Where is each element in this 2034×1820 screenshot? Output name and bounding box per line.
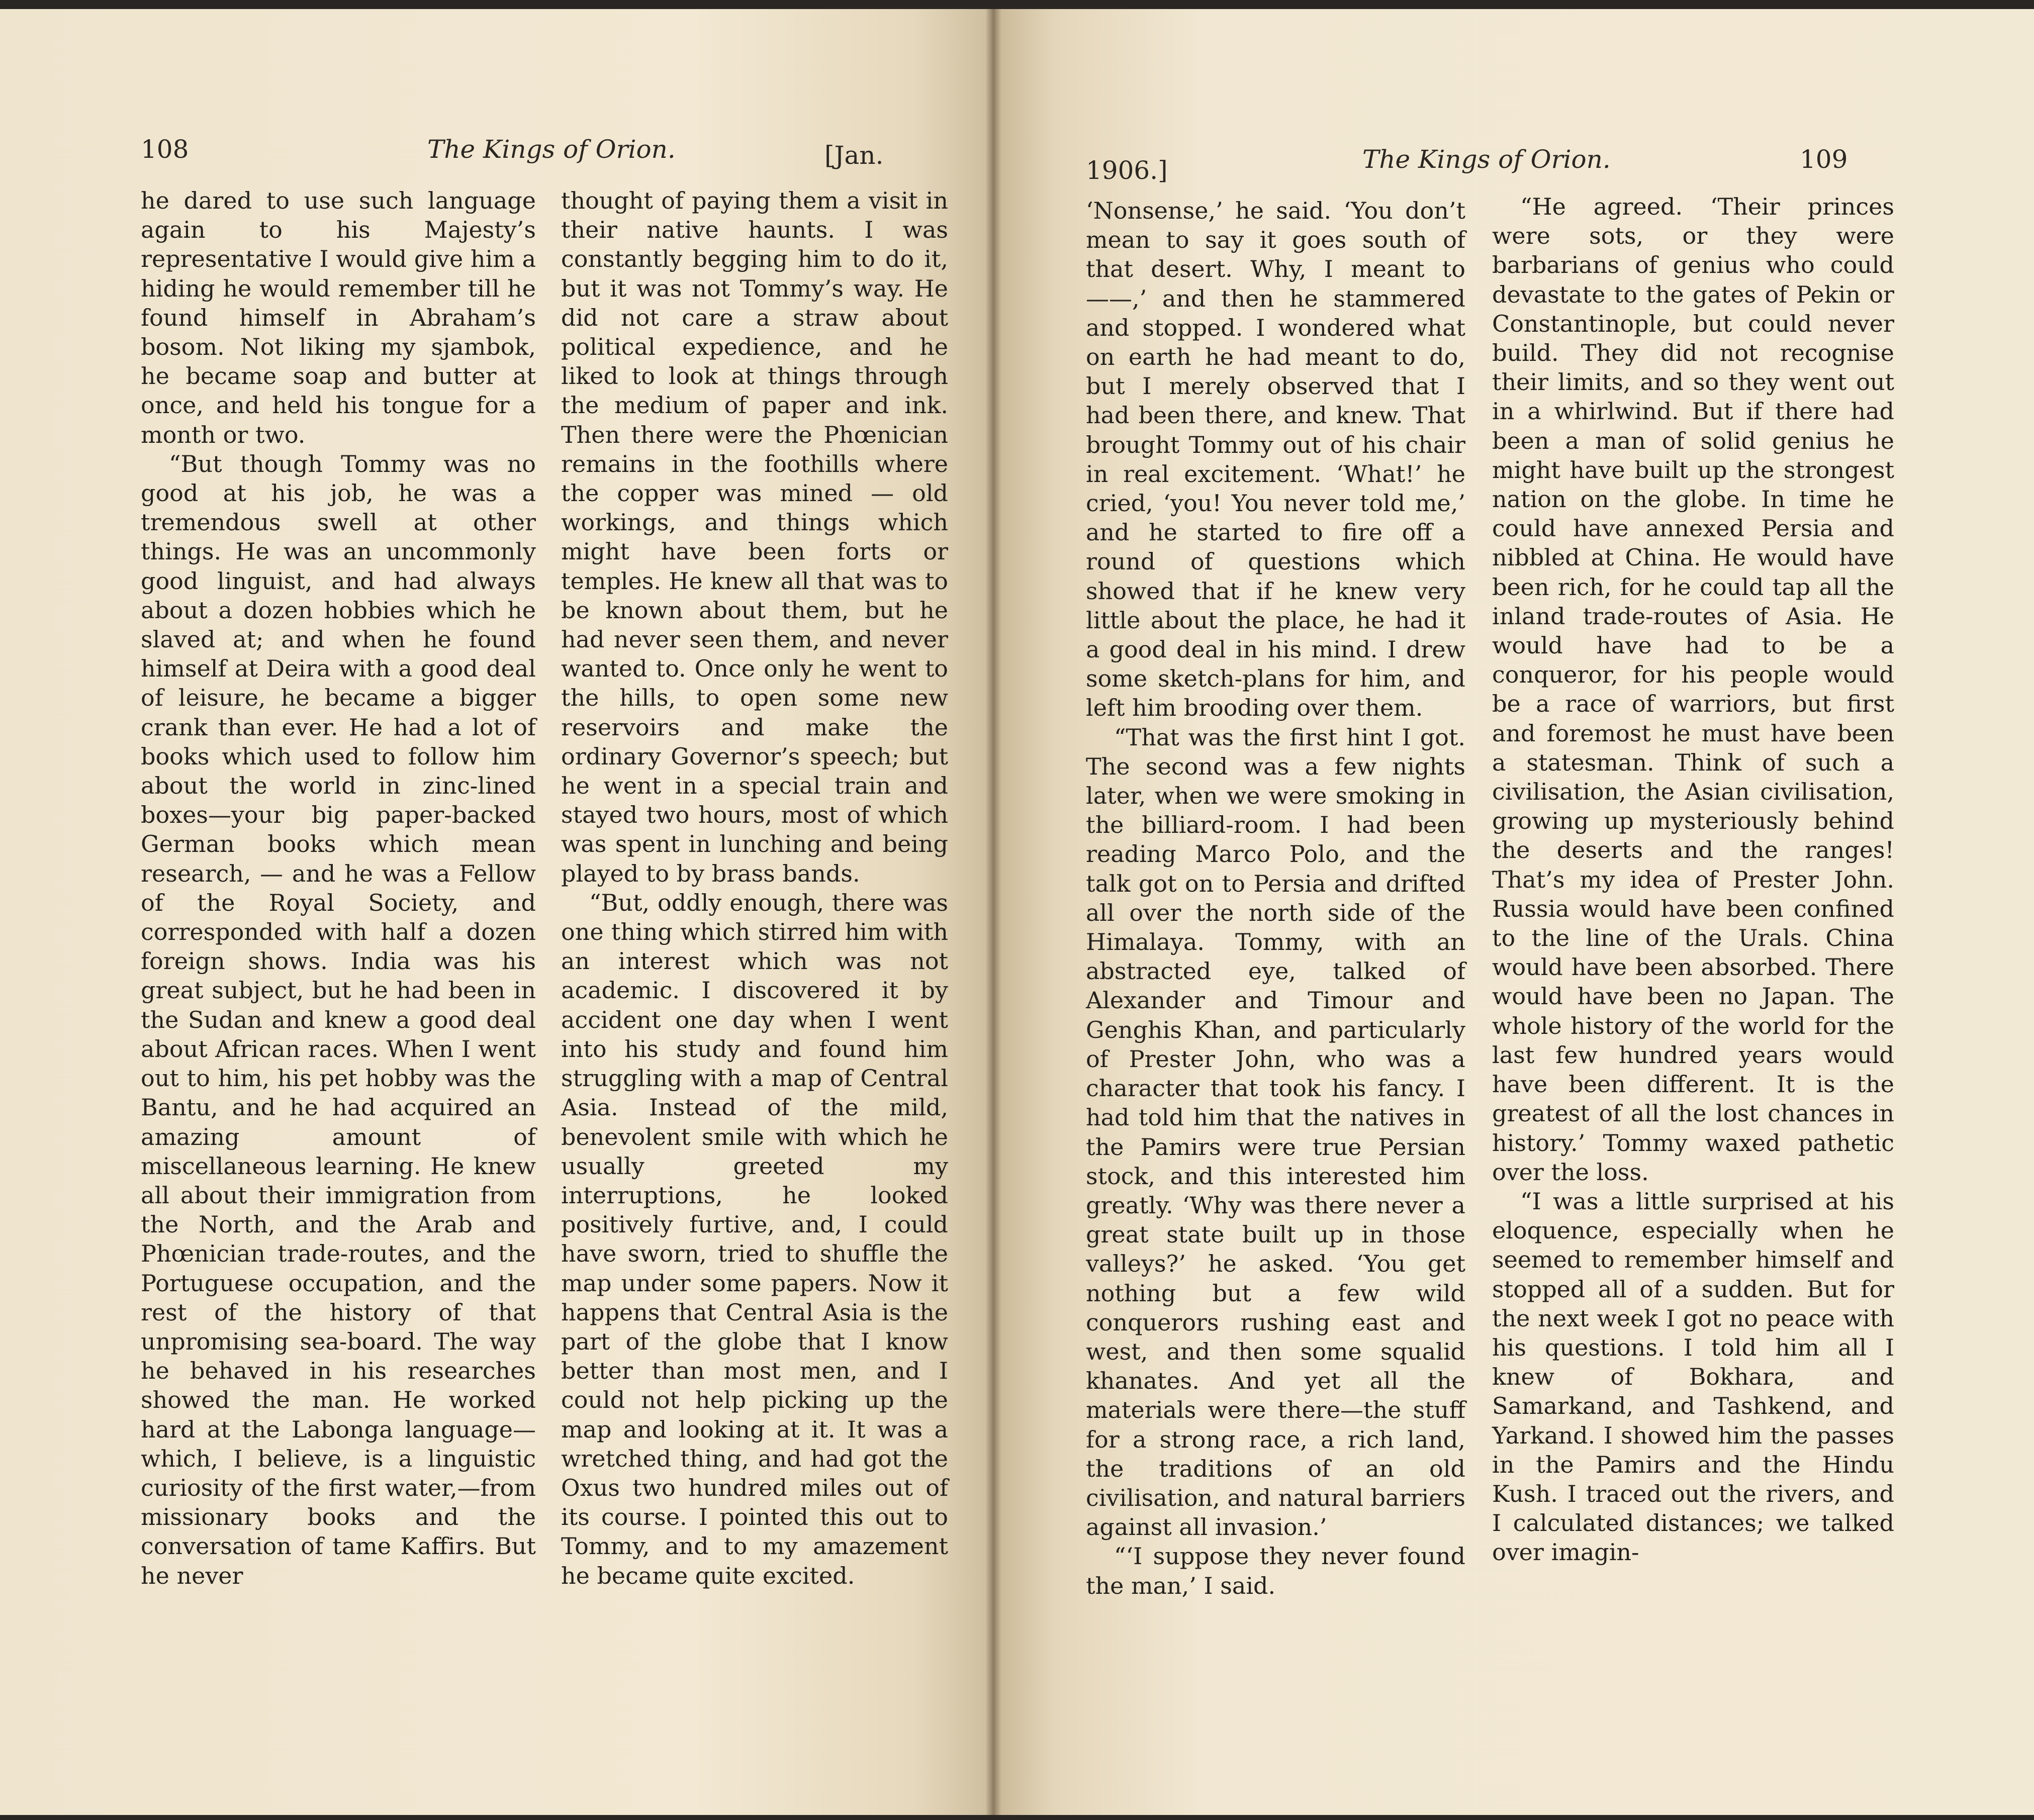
- right-column-1: [1086, 196, 1465, 1600]
- paragraph: he dared to use such language again to his Majesty’s representative I would give him a hiding he would remember till he found himself in Abraham’s bosom. Not liking my sjambok, he became soap and butter at once, and held his tongue for a month or two.: [141, 187, 536, 448]
- paragraph: “But, oddly enough, there was one thing which stirred him with an interest which was not academic. I discovered it by accident one day when I went into his study and found him struggling with a map of Central Asia. Instead of the mild, benevolent smile with which he usually greeted my interruptions, he looked positively furtive, and, I could have sworn, tried to shuffle the map under some papers. Now it happens that Central Asia is the part of the globe that I know better than most men, and I could not help picking up the map and looking at it. It was a wretched thing, and had got the Oxus two hundred miles out of its course. I pointed this out to Tommy, and to my amazement he became quite excited.: [561, 889, 948, 1589]
- paragraph: “That was the first hint I got. The second was a few nights later, when we were smoking in the billiard-room. I had been reading Marco Polo, and the talk got on to Persia and drifted all over the north side of the Himalaya. Tommy, with an abstracted eye, talked of Alexander and Timour and Genghis Khan, and particularly of Prester John, who was a character that took his fancy. I had told him that the natives in the Pamirs were true Persian stock, and this interested him greatly. ‘Why was there never a great state built up in those valleys?’ he asked. ‘You get nothing but a few wild conquerors rushing east and west, and then some squalid khanates. And yet all the materials were there—the stuff for a strong race, a rich land, the traditions of an old civilisation, and natural barriers against all invasion.’: [1086, 723, 1465, 1541]
- paragraph: “I was a little surprised at his eloquence, especially when he seemed to remember himself and stopped all of a sudden. But for the next week I got no peace with his questions. I told him all I knew of Bokhara, and Samarkand, and Tashkend, and Yarkand. I showed him the passes in the Pamirs and the Hindu Kush. I traced out the rivers, and I calculated distances; we talked over imagin-: [1492, 1187, 1894, 1566]
- paragraph: ‘Nonsense,’ he said. ‘You don’t mean to say it goes south of that desert. Why, I meant to——,’ and then he stammered and stopped. I wondered what on earth he had meant to do, but I merely observed that I had been there, and knew. That brought Tommy out of his chair in real excitement. ‘What!’ he cried, ‘you! You never told me,’ and he started to fire off a round of questions which showed that if he knew very little about the place, he had it a good deal in his mind. I drew some sketch-plans for him, and left him brooding over them.: [1086, 197, 1465, 722]
- left-date-tag: [Jan.: [824, 141, 884, 170]
- paragraph: thought of paying them a visit in their native haunts. I was constantly begging him to do it, but it was not Tommy’s way. He did not care a straw about political expedience, and he liked to look at things through the medium of paper and ink. Then there were the Phœnician remains in the foothills where the copper was mined — old workings, and things which might have been forts or temples. He knew all that was to be known about them, but he had never seen them, and never wanted to. Once only he went to the hills, to open some new reservoirs and make the ordinary Governor’s speech; but he went in a special train and stayed two hours, most of which was spent in lunching and being played to by brass bands.: [561, 187, 948, 887]
- right-date-tag: 1906.]: [1086, 156, 1168, 185]
- right-running-head: [1086, 145, 1890, 190]
- right-running-title: The Kings of Orion.: [1362, 145, 1611, 174]
- left-running-head: [141, 135, 945, 180]
- left-page-number: 108: [141, 135, 189, 164]
- book-gutter: [985, 9, 1001, 1815]
- right-column-2: [1492, 192, 1894, 1567]
- paragraph: “‘I suppose they never found the man,’ I said.: [1086, 1543, 1465, 1599]
- left-column-1: [141, 186, 536, 1590]
- right-page-number: 109: [1800, 145, 1848, 174]
- paragraph: “But though Tommy was no good at his job, he was a tremendous swell at other things. He was an uncommonly good linguist, and had always about a dozen hobbies which he slaved at; and when he found himself at Deira with a good deal of leisure, he became a bigger crank than ever. He had a lot of books which used to follow him about the world in zinc-lined boxes—your big paper-backed German books which mean research, — and he was a Fellow of the Royal Society, and corresponded with half a dozen foreign shows. India was his great subject, but he had been in the Sudan and knew a good deal about African races. When I went out to him, his pet hobby was the Bantu, and he had acquired an amazing amount of miscellaneous learning. He knew all about their immigration from the North, and the Arab and Phœnician trade-routes, and the Portuguese occupation, and the rest of the history of that unpromising sea-board. The way he behaved in his researches showed the man. He worked hard at the Labonga language—which, I believe, is a linguistic curiosity of the first water,—from missionary books and the conversation of tame Kaffirs. But he never: [141, 450, 536, 1589]
- left-running-title: The Kings of Orion.: [427, 135, 676, 164]
- paragraph: “He agreed. ‘Their princes were sots, or they were barbarians of genius who could devastate to the gates of Pekin or Constantinople, but could never build. They did not recognise their limits, and so they went out in a whirlwind. But if there had been a man of solid genius he might have built up the strongest nation on the globe. In time he could have annexed Persia and nibbled at China. He would have been rich, for he could tap all the inland trade-routes of Asia. He would have had to be a conqueror, for his people would be a race of warriors, but first and foremost he must have been a statesman. Think of such a civilisation, the Asian civilisation, growing up mysteriously behind the deserts and the ranges! That’s my idea of Prester John. Russia would have been confined to the line of the Urals. China would have been absorbed. There would have been no Japan. The whole history of the world for the last few hundred years would have been different. It is the greatest of all the lost chances in history.’ Tommy waxed pathetic over the loss.: [1492, 193, 1894, 1186]
- left-column-2: [561, 186, 948, 1590]
